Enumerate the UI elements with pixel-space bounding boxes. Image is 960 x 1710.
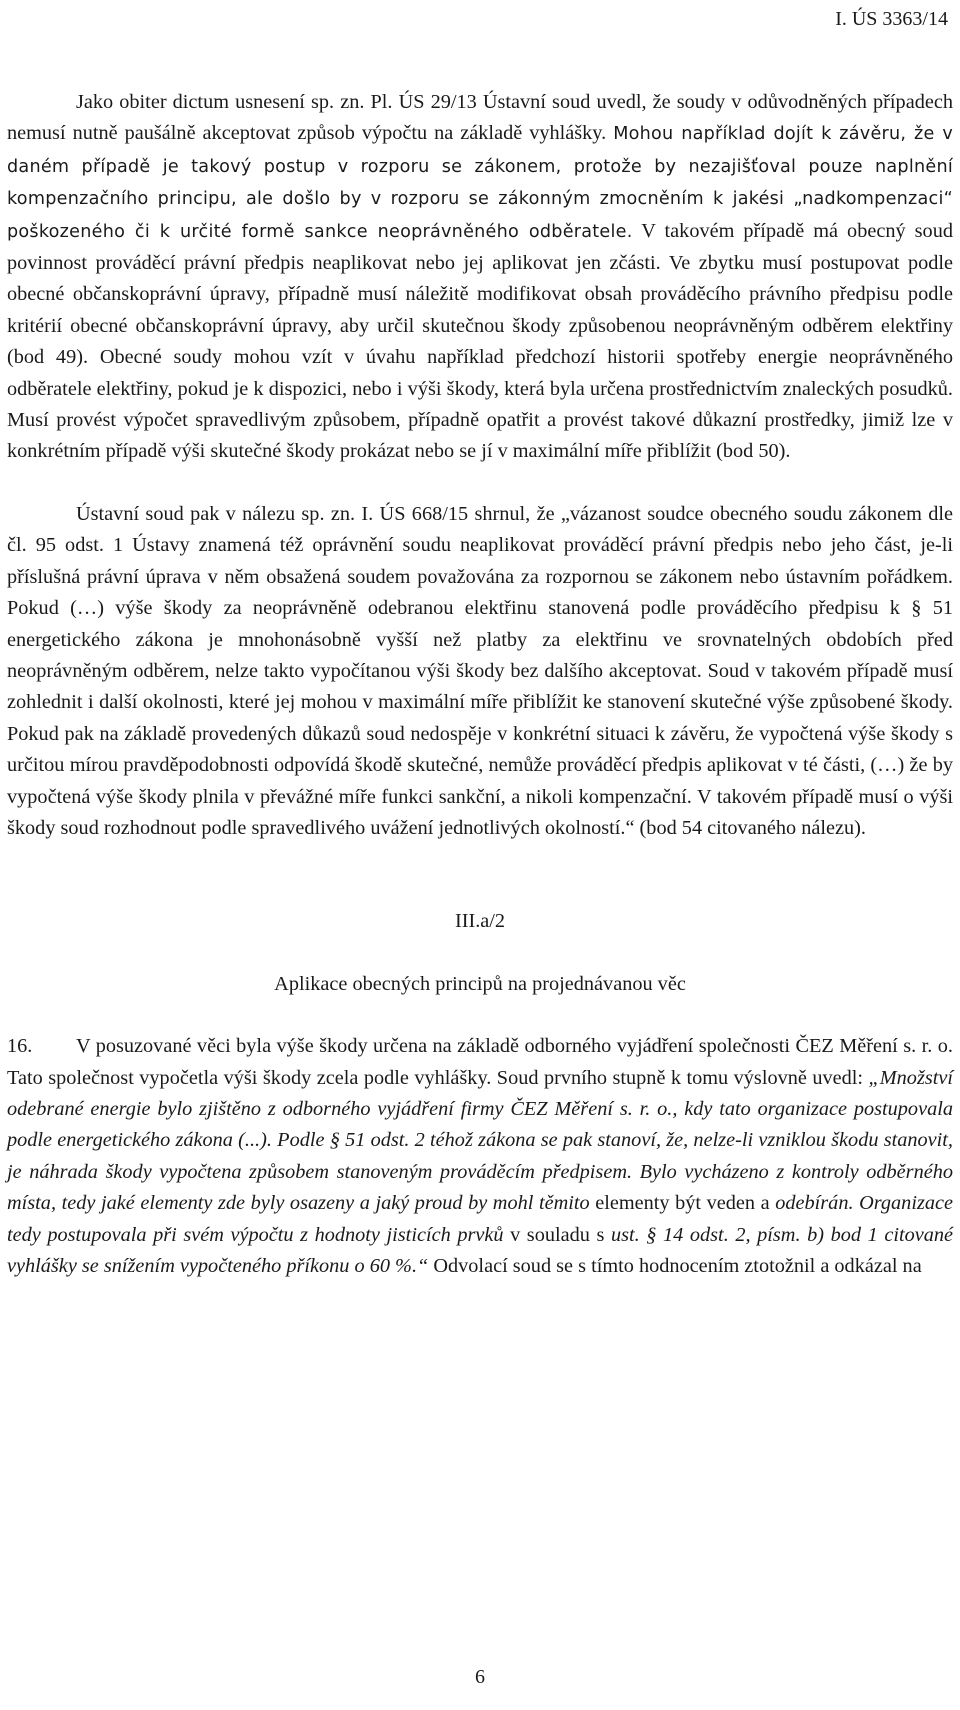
spacer (7, 1000, 953, 1031)
section-number: III.a/2 (454, 910, 506, 933)
sentence-5: Obecné soudy mohou vzít v úvahu například předchozí historii spotřeby energie neoprávněného odběratele elektřiny, pokud je k dispozici, nebo i výši škody, která byla určena prostřednictvím znaleckých posudků. (7, 346, 954, 400)
page-number: 6 (475, 1666, 485, 1688)
spacer (7, 938, 953, 969)
section-title: Aplikace obecných principů na projednávanou věc (274, 972, 686, 995)
paragraph-16-mid-1: elementy být veden a (589, 1192, 776, 1215)
sentence-2: Mohou například dojít k závěru, že v daném případě je takový postup v rozporu se zákonem, protože by nezajišťoval pouze naplnění kompenzačního principu, ale došlo by v rozporu se zákonným zmocněním k jakési „nadkompenzaci“ poškozeného či k určité formě sankce neoprávněného odběratele. (7, 124, 953, 242)
paragraph-obiter-dictum (7, 87, 953, 468)
case-number-header: I. ÚS 3363/14 (835, 8, 948, 30)
sentence-1: Jako obiter dictum usnesení sp. zn. Pl. ÚS 29/13 Ústavní soud uvedl, že soudy v odůvodněných případech nemusí nutně paušálně akceptovat způsob výpočtu na základě vyhlášky. (7, 91, 953, 145)
paragraph-16-mid-2: v souladu s (503, 1223, 611, 1246)
paragraph-nalez-summary: Ústavní soud pak v nálezu sp. zn. I. ÚS 668/15 shrnul, že „vázanost soudce obecného soudu zákonem dle čl. 95 odst. 1 Ústavy znamená též oprávnění soudu neaplikovat prováděcí právní předpis nebo jeho část, je-li příslušná právní úprava v něm obsažená soudem považována za rozpornou se zákonem nebo ústavním pořádkem. Pokud (…) výše škody za neoprávněně odebranou elektřinu stanovená podle prováděcího předpisu k § 51 energetického zákona je mnohonásobně vyšší než platby za elektřinu ve srovnatelných obdobích před neoprávněným odběrem, nelze takto vypočítanou výši škody bez dalšího akceptovat. Soud v takovém případě musí zohlednit i další okolnosti, které jej mohou v maximální míře přiblížit ke stanovení skutečné výše způsobené škody. Pokud pak na základě provedených důkazů soud nedospěje v konkrétní situaci k závěru, že vypočtená výše škody s určitou mírou pravděpodobnosti odpovídá škodě skutečné, nemůže prováděcí předpis aplikovat v té části, (…) že by vypočtená výše škody plnila v převážné míře funkci sankční, a nikoli kompenzační. V takovém případě musí o výši škody soud rozhodnout podle spravedlivého uvážení jednotlivých okolností.“ (bod 54 citovaného nálezu). (7, 502, 953, 839)
paragraph-16-outro: Odvolací soud se s tímto hodnocením ztotožnil a odkázal na (428, 1255, 922, 1277)
paragraph-16-intro: V posuzované věci byla výše škody určena na základě odborného vyjádření společnosti ČEZ Měření s. r. o. Tato společnost vypočetla výši škody zcela podle vyhlášky. Soud prvního stupně k tomu výslovně uvedl: (7, 1035, 953, 1089)
paragraph-number: 16. (7, 1035, 33, 1058)
spacer (7, 844, 953, 906)
paragraph-16 (7, 1031, 953, 1282)
court-quote-part-c: ust. § 14 odst. 2, písm. b) bod 1 citované vyhlášky se snížením vypočteného příkonu o 60 %.“ (7, 1223, 954, 1277)
sentence-6: Musí provést výpočet spravedlivým způsobem, případně opatřit a provést takové důkazní prostředky, jimiž lze v konkrétním případě výši skutečné škody prokázat nebo se jí v maximální míře přiblížit (bod 50). (7, 409, 953, 463)
document-body (7, 87, 953, 1282)
sentence-3: V takovém případě má obecný soud povinnost prováděcí právní předpis neaplikovat nebo jej aplikovat jen zčásti. (7, 219, 953, 275)
spacer (7, 468, 953, 499)
sentence-4: Ve zbytku musí postupovat podle obecné občanskoprávní úpravy, případně musí náležitě modifikovat obsah prováděcího právního předpisu podle kritérií obecné občanskoprávní úpravy, aby určil skutečnou škody způsobenou neoprávněným odběrem elektřiny (bod 49). (7, 252, 954, 369)
court-quote-part-a: „Množství odebrané energie bylo zjištěno z odborného vyjádření firmy ČEZ Měření s. r. o., kdy tato organizace postupovala podle energetického zákona (...). Podle § 51 odst. 2 téhož zákona se pak stanoví, že, nelze-li vzniklou škodu stanovit, je náhrada škody vypočtena způsobem stanoveným prováděcím předpisem. Bylo vycházeno z kontroly odběrného místa, tedy jaké elementy zde byly osazeny a jaký proud by mohl těmito (7, 1066, 953, 1215)
court-quote-part-b: odebírán. Organizace tedy postupovala při svém výpočtu z hodnoty jisticích prvků (7, 1192, 953, 1246)
